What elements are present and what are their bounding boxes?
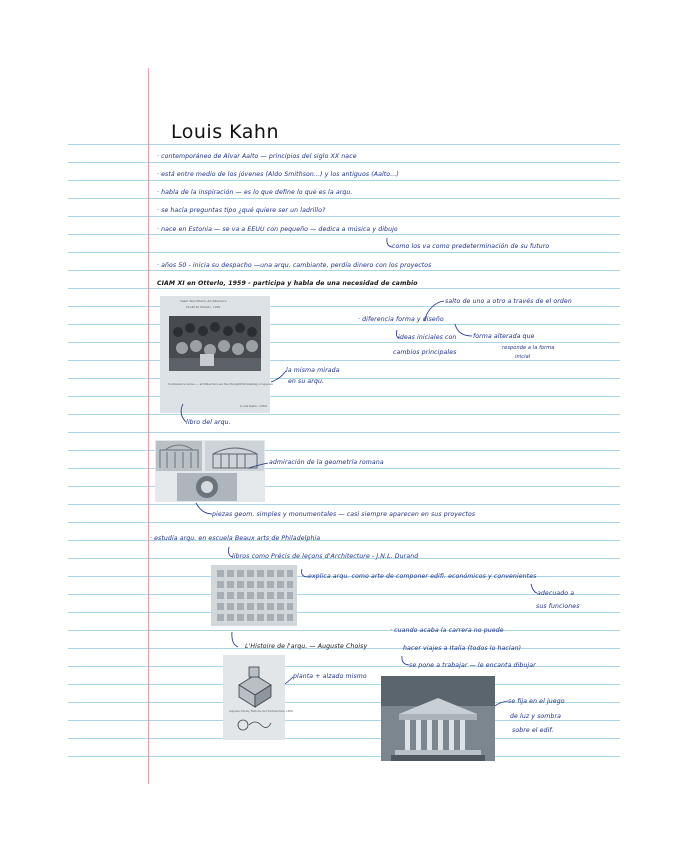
note-line: · estudia arqu. en escuela Beaux arts de Philadelphia <box>150 535 321 542</box>
ruled-line <box>68 288 620 289</box>
ruled-line <box>68 234 620 235</box>
note-line: planta + alzado mismo <box>293 673 367 680</box>
note-line: cambios principales <box>393 349 457 356</box>
ruled-line <box>68 720 620 721</box>
temple-elevation-image <box>381 676 495 761</box>
note-line: hacer viajes a Italia (todos lo hacían) <box>403 645 522 652</box>
note-line: se pone a trabajar — le encanta dibujar <box>409 662 536 669</box>
image-caption: Auguste Choisy, Histoire de l'Architecture, 1899 <box>229 710 293 713</box>
note-line: de luz y sombra <box>510 713 561 720</box>
ruled-line <box>68 522 620 523</box>
note-line: · se hacía preguntas tipo ¿qué quiere ser un ladrillo? <box>157 207 326 214</box>
margin-line <box>148 68 149 784</box>
ruled-line <box>68 270 620 271</box>
ruled-line <box>68 216 620 217</box>
page-title: Louis Kahn <box>171 121 279 143</box>
ruled-line <box>68 612 620 613</box>
note-line: piezas geom. simples y monumentales — casi siempre aparecen en sus proyectos <box>212 511 476 518</box>
ruled-line <box>68 198 620 199</box>
note-line: en su arqu. <box>288 378 325 385</box>
ruled-line <box>68 738 620 739</box>
roman-geometry-collage-image <box>155 440 265 502</box>
choisy-axonometric-image <box>223 655 293 740</box>
note-line: · contemporáneo de Alvar Aalto — principios del siglo XX nace <box>157 153 357 160</box>
slide-caption: Team Ten Otterlo Architecture <box>180 299 227 303</box>
note-line: responde a la forma <box>502 345 555 351</box>
note-line: la misma mirada <box>286 367 340 374</box>
note-line: se fija en el juego <box>508 698 565 705</box>
ruled-line <box>68 342 620 343</box>
note-line: · diferencia forma y diseño <box>358 316 444 323</box>
ruled-line <box>68 162 620 163</box>
ruled-line <box>68 666 620 667</box>
ruled-line <box>68 684 620 685</box>
note-line: admiración de la geometría romana <box>269 459 384 466</box>
note-line: ideas iniciales con <box>398 334 457 341</box>
slide-caption: Louis Kahn, 1959 <box>240 404 267 408</box>
note-line: · cuando acaba la carrera no puede <box>390 627 504 634</box>
note-line: · nace en Estonia — se va a EEUU con pequeño — dedica a música y dibujo <box>157 226 398 233</box>
note-line: adecuado a <box>537 590 575 597</box>
ruled-line <box>68 468 620 469</box>
note-line: · años 50 - inicia su despacho —una arqu. cambiante, perdía dinero con los proyectos <box>157 262 432 269</box>
note-line: forma alterada que <box>473 333 535 340</box>
ruled-line <box>68 630 620 631</box>
note-line: salto de uno a otro a través de el orden <box>445 298 572 305</box>
ruled-line <box>68 180 620 181</box>
ruled-line <box>68 306 620 307</box>
ruled-line <box>68 414 620 415</box>
ruled-line <box>68 252 620 253</box>
slide-caption: CIAM XI Otterlo, 1959 <box>186 305 221 309</box>
ruled-line <box>68 396 620 397</box>
ruled-line <box>68 378 620 379</box>
ruled-line <box>68 324 620 325</box>
ruled-line <box>68 450 620 451</box>
ruled-line <box>68 756 620 757</box>
note-line: · está entre medio de los jóvenes (Aldo Smithson...) y los antiguos (Aalto...) <box>157 171 399 178</box>
note-line: sus funciones <box>536 603 580 610</box>
note-line: L'Histoire de l'arqu. — Auguste Choisy <box>245 643 368 650</box>
ruled-line <box>68 432 620 433</box>
note-line: inicial <box>515 354 531 360</box>
note-line: sobre el edif. <box>512 727 554 734</box>
ruled-line <box>68 144 620 145</box>
slide-caption: Conference notes — architecture as the thoughtful making of spaces <box>168 382 273 386</box>
note-line: CIAM XI en Otterlo, 1959 - participa y habla de una necesidad de cambio <box>157 280 418 287</box>
conference-slide-image <box>160 296 273 413</box>
ruled-line <box>68 360 620 361</box>
note-line: libros como Précis de leçons d'Architecture - J.N.L. Durand <box>232 553 419 560</box>
durand-plates-image <box>211 565 297 626</box>
note-line: explica arqu. como arte de componer edifi. económicos y convenientes <box>308 573 537 580</box>
ruled-line <box>68 486 620 487</box>
note-line: libro del arqu. <box>186 419 231 426</box>
ruled-line <box>68 504 620 505</box>
note-line: · habla de la inspiración — es lo que define lo que es la arqu. <box>157 189 353 196</box>
note-line: como los va como predeterminación de su futuro <box>392 243 550 250</box>
